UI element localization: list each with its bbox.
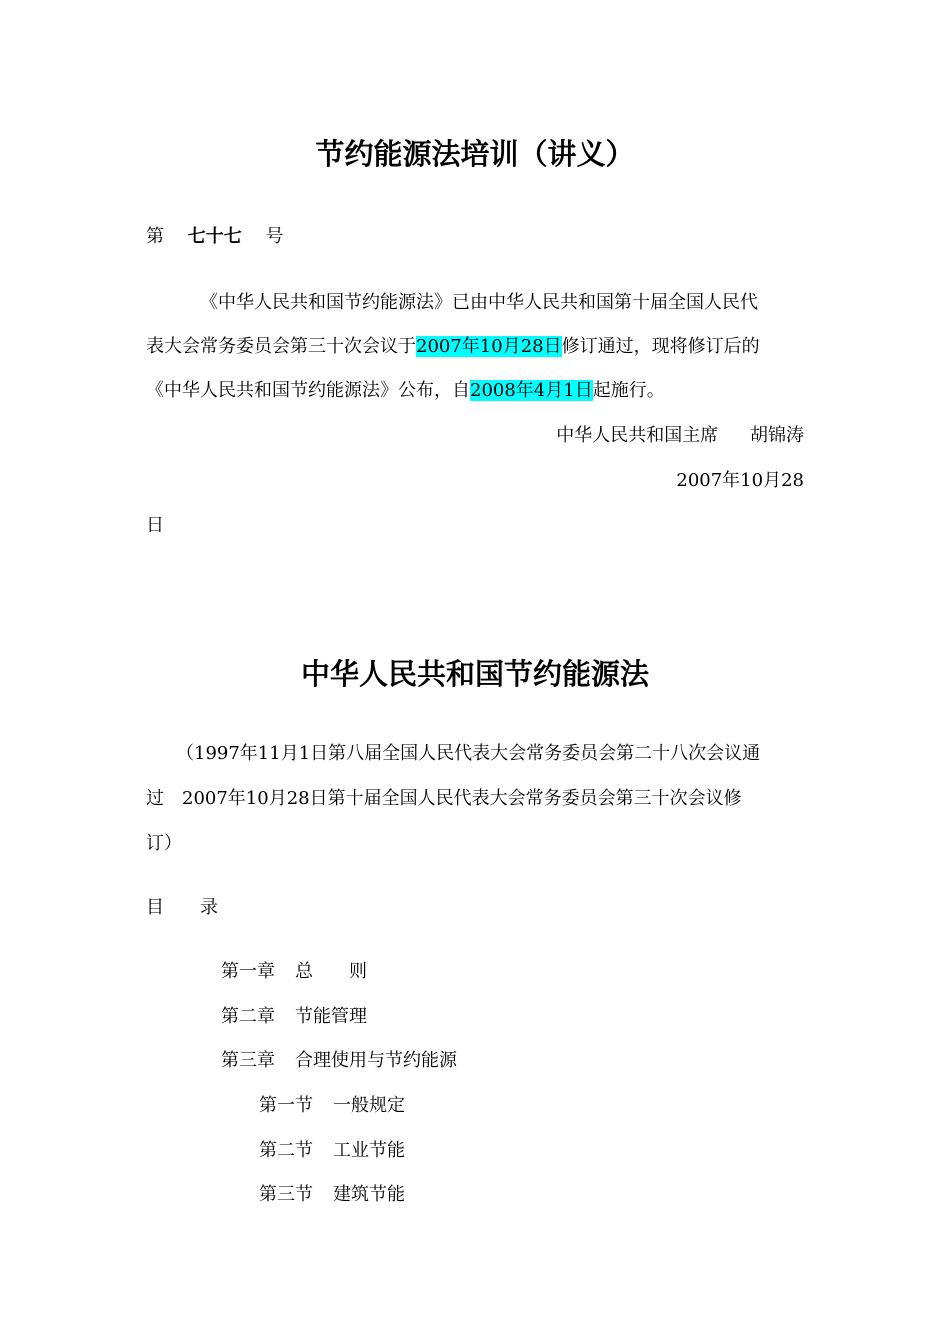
signature-date-continued: 日: [146, 515, 164, 536]
toc-section-name: 一般规定: [333, 1095, 405, 1116]
decree-text: 表大会常务委员会第三十次会议于: [146, 336, 416, 357]
toc-heading-part: 录: [200, 897, 218, 918]
amendment-date-highlight: 2007年10月28日: [416, 336, 562, 357]
order-number: 七十七: [187, 226, 242, 247]
decree-line-1: 《中华人民共和国节约能源法》已由中华人民共和国第十届全国人民代: [200, 292, 758, 313]
document-title: 节约能源法培训（讲义）: [315, 137, 635, 171]
law-title: 中华人民共和国节约能源法: [300, 657, 649, 691]
decree-text: 《中华人民共和国节约能源法》公布，自: [146, 380, 470, 401]
signature-line: [556, 424, 804, 448]
toc-chapter-number: 第一章: [221, 961, 275, 982]
order-number-line: [146, 225, 283, 249]
toc-chapter-number: 第三章: [221, 1050, 275, 1071]
toc-chapter-number: 第二章: [221, 1006, 275, 1027]
order-prefix: 第: [146, 226, 164, 247]
toc-section-number: 第三节: [259, 1184, 313, 1205]
toc-chapter-name: 节能管理: [295, 1006, 367, 1027]
signatory-title: 中华人民共和国主席: [556, 425, 719, 446]
effective-date-highlight: 2008年4月1日: [470, 380, 593, 401]
decree-text: 修订通过，现将修订后的: [561, 336, 760, 357]
toc-chapter-3[interactable]: [221, 1049, 457, 1073]
decree-line-3: [146, 379, 665, 403]
adoption-note-line-2: 过 2007年10月28日第十届全国人民代表大会常务委员会第三十次会议修: [146, 788, 742, 809]
adoption-note-line-1: （1997年11月1日第八届全国人民代表大会常务委员会第二十八次会议通: [176, 743, 761, 764]
toc-chapter-1[interactable]: [221, 960, 367, 984]
toc-chapter-2[interactable]: [221, 1005, 367, 1029]
decree-line-2: [146, 335, 760, 359]
toc-heading: [146, 896, 218, 920]
toc-section-number: 第二节: [259, 1140, 313, 1161]
toc-section-1[interactable]: [259, 1094, 405, 1118]
toc-section-name: 建筑节能: [333, 1184, 405, 1205]
toc-section-name: 工业节能: [333, 1140, 405, 1161]
adoption-note-line-3: 订）: [146, 833, 182, 854]
toc-heading-part: 目: [146, 897, 164, 918]
toc-section-2[interactable]: [259, 1139, 405, 1163]
order-suffix: 号: [265, 226, 284, 247]
toc-section-3[interactable]: [259, 1183, 405, 1207]
decree-text: 起施行。: [592, 380, 665, 401]
toc-section-number: 第一节: [259, 1095, 313, 1116]
signature-date: 2007年10月28: [676, 470, 804, 491]
signatory-name: 胡锦涛: [750, 425, 804, 446]
toc-chapter-name: 合理使用与节约能源: [295, 1050, 457, 1071]
toc-chapter-name: 总 则: [295, 961, 367, 982]
